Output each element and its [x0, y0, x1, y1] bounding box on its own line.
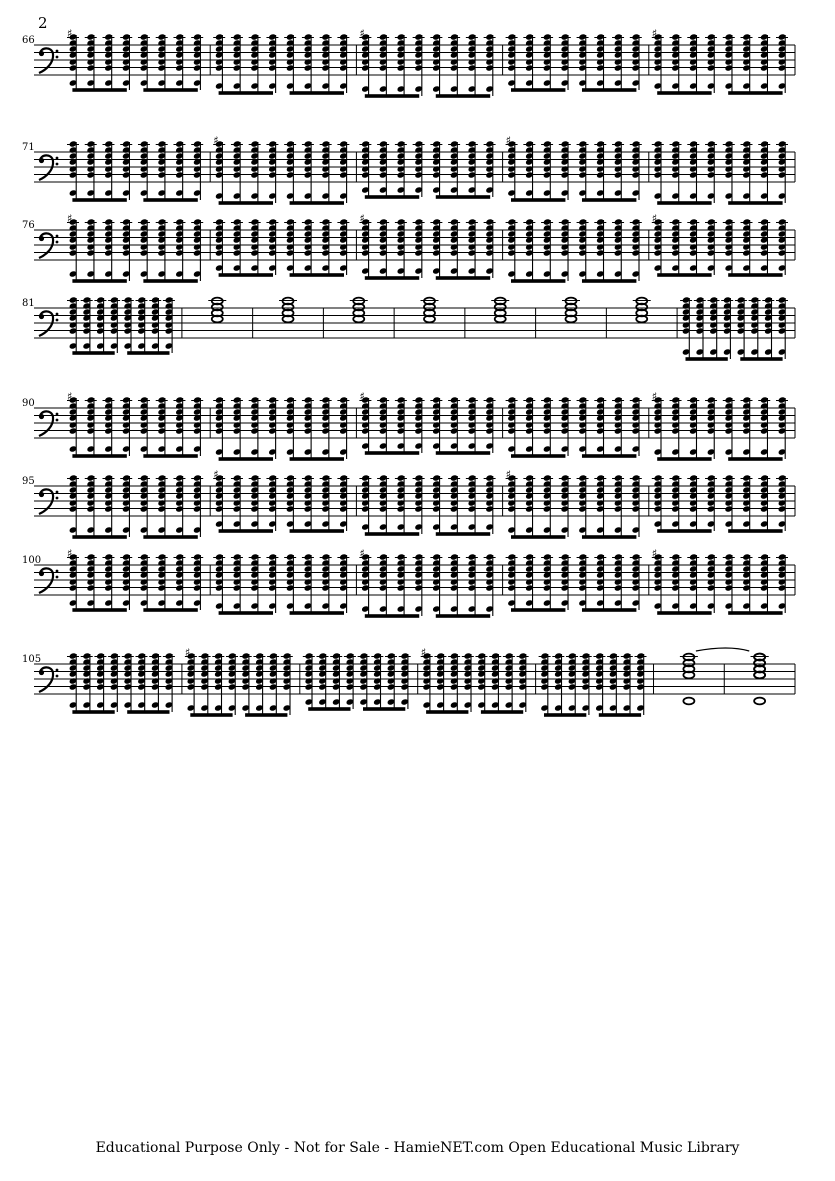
staff-system [22, 27, 795, 98]
beam [657, 611, 711, 615]
beam [143, 198, 197, 202]
sharp-icon: ♯ [359, 27, 365, 40]
beam [308, 707, 350, 711]
staff-system [22, 390, 795, 461]
staff-system [22, 212, 795, 283]
sharp-icon: ♯ [359, 547, 365, 560]
beam [582, 279, 636, 283]
beam [728, 91, 782, 95]
beam [219, 201, 273, 205]
beam [219, 91, 273, 95]
beam [143, 454, 197, 458]
whole-note [754, 698, 765, 705]
sharp-icon: ♯ [505, 468, 511, 481]
beam [657, 529, 711, 533]
beam [728, 457, 782, 461]
beam [511, 535, 565, 539]
staff-system [22, 134, 795, 205]
beam [72, 608, 126, 612]
beam [365, 276, 419, 280]
beam [657, 91, 711, 95]
beam [72, 351, 114, 355]
sharp-icon: ♯ [651, 547, 658, 560]
beam [219, 457, 273, 461]
beam [728, 611, 782, 615]
beam [72, 198, 126, 202]
page-number: 2 [38, 14, 48, 32]
beam [365, 451, 419, 455]
measure-number: 81 [22, 298, 35, 309]
sharp-icon: ♯ [67, 212, 73, 225]
beam [365, 532, 419, 536]
beam [290, 201, 344, 205]
beam [72, 279, 126, 283]
beam [72, 88, 126, 92]
beam [599, 713, 641, 717]
beam [436, 276, 490, 280]
beam [436, 195, 490, 199]
beam [436, 451, 490, 455]
beam [426, 710, 468, 714]
beam [582, 608, 636, 612]
sharp-icon: ♯ [67, 547, 73, 560]
staff-system [22, 646, 795, 717]
beam [219, 529, 273, 533]
staff-system [22, 468, 795, 539]
beam [657, 201, 711, 205]
beam [582, 454, 636, 458]
beam [481, 710, 523, 714]
beam [582, 88, 636, 92]
beam [365, 614, 419, 618]
staff-system [22, 547, 795, 618]
beam [728, 273, 782, 277]
beam [511, 88, 565, 92]
sharp-icon: ♯ [359, 212, 365, 225]
sharp-icon: ♯ [651, 212, 658, 225]
beam [363, 707, 405, 711]
beam [511, 198, 565, 202]
tie [696, 648, 749, 651]
sharp-icon: ♯ [213, 134, 219, 147]
beam [436, 94, 490, 98]
sharp-icon: ♯ [651, 390, 658, 403]
footer-text: Educational Purpose Only - Not for Sale - HamieNET.com Open Educational Music Library [95, 1140, 740, 1156]
beam [511, 454, 565, 458]
beam [190, 713, 232, 717]
beam [685, 357, 727, 361]
sharp-icon: ♯ [420, 646, 427, 659]
beam [245, 713, 287, 717]
beam [436, 614, 490, 618]
beam [127, 710, 169, 714]
beam [143, 88, 197, 92]
sharp-icon: ♯ [651, 27, 658, 40]
measure-number: 76 [22, 220, 35, 231]
beam [290, 529, 344, 533]
beam [544, 713, 586, 717]
beam [728, 529, 782, 533]
whole-note [683, 698, 694, 705]
beam [143, 279, 197, 283]
measure-number: 66 [22, 35, 35, 46]
beam [365, 94, 419, 98]
measure-number: 100 [22, 555, 42, 566]
sharp-icon: ♯ [67, 27, 73, 40]
beam [290, 91, 344, 95]
sharp-icon: ♯ [213, 468, 219, 481]
measure-number: 95 [22, 476, 35, 487]
beam [582, 198, 636, 202]
beam [511, 279, 565, 283]
sharp-icon: ♯ [505, 134, 511, 147]
beam [127, 351, 169, 355]
beam [657, 273, 711, 277]
beam [143, 535, 197, 539]
beam [290, 273, 344, 277]
beam [72, 710, 114, 714]
measure-number: 90 [22, 398, 35, 409]
beam [728, 201, 782, 205]
beam [290, 457, 344, 461]
beam [436, 532, 490, 536]
beam [582, 535, 636, 539]
measure-number: 71 [22, 142, 35, 153]
staff-system [22, 296, 795, 360]
beam [290, 611, 344, 615]
beam [219, 611, 273, 615]
beam [143, 608, 197, 612]
beam [740, 357, 782, 361]
beam [365, 195, 419, 199]
beam [657, 457, 711, 461]
beam [72, 454, 126, 458]
sharp-icon: ♯ [184, 646, 191, 659]
sharp-icon: ♯ [67, 390, 73, 403]
sharp-icon: ♯ [359, 390, 365, 403]
beam [219, 273, 273, 277]
beam [72, 535, 126, 539]
beam [511, 608, 565, 612]
measure-number: 105 [22, 654, 42, 665]
